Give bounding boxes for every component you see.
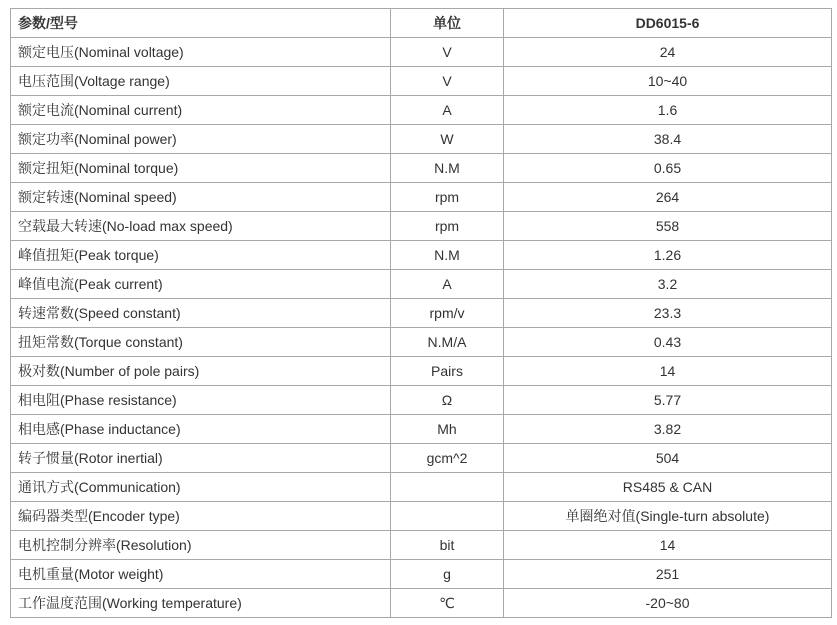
header-param: 参数/型号	[11, 9, 391, 38]
table-row	[11, 154, 832, 183]
param-cell: 扭矩常数(Torque constant)	[11, 328, 391, 357]
unit-cell: rpm	[391, 183, 504, 212]
table-row	[11, 96, 832, 125]
param-cell: 空载最大转速(No-load max speed)	[11, 212, 391, 241]
value-cell: 14	[504, 531, 832, 560]
unit-cell: bit	[391, 531, 504, 560]
param-cell: 转速常数(Speed constant)	[11, 299, 391, 328]
value-cell: 264	[504, 183, 832, 212]
unit-cell: V	[391, 67, 504, 96]
table-row	[11, 241, 832, 270]
unit-cell: A	[391, 270, 504, 299]
table-row	[11, 531, 832, 560]
unit-cell: W	[391, 125, 504, 154]
unit-cell	[391, 502, 504, 531]
param-cell: 转子惯量(Rotor inertial)	[11, 444, 391, 473]
param-cell: 峰值扭矩(Peak torque)	[11, 241, 391, 270]
header-unit: 单位	[391, 9, 504, 38]
table-row	[11, 502, 832, 531]
value-cell: 23.3	[504, 299, 832, 328]
table-row	[11, 212, 832, 241]
table-row	[11, 183, 832, 212]
table-header-row	[11, 9, 832, 38]
table-row	[11, 270, 832, 299]
table-row	[11, 473, 832, 502]
param-cell: 额定电压(Nominal voltage)	[11, 38, 391, 67]
table-row	[11, 67, 832, 96]
unit-cell: Ω	[391, 386, 504, 415]
param-cell: 电压范围(Voltage range)	[11, 67, 391, 96]
unit-cell: gcm^2	[391, 444, 504, 473]
unit-cell: A	[391, 96, 504, 125]
param-cell: 编码器类型(Encoder type)	[11, 502, 391, 531]
value-cell: 5.77	[504, 386, 832, 415]
value-cell: 504	[504, 444, 832, 473]
value-cell: 0.65	[504, 154, 832, 183]
param-cell: 额定扭矩(Nominal torque)	[11, 154, 391, 183]
table-row	[11, 560, 832, 589]
unit-cell: N.M	[391, 154, 504, 183]
value-cell: 3.2	[504, 270, 832, 299]
value-cell: 558	[504, 212, 832, 241]
unit-cell: ℃	[391, 589, 504, 618]
value-cell: 1.6	[504, 96, 832, 125]
table-row	[11, 38, 832, 67]
table-row	[11, 125, 832, 154]
unit-cell: rpm/v	[391, 299, 504, 328]
table-body	[11, 38, 832, 618]
table-row	[11, 589, 832, 618]
value-cell: 3.82	[504, 415, 832, 444]
spec-table	[10, 8, 832, 618]
value-cell: 14	[504, 357, 832, 386]
table-row	[11, 328, 832, 357]
value-cell: 38.4	[504, 125, 832, 154]
unit-cell	[391, 473, 504, 502]
param-cell: 峰值电流(Peak current)	[11, 270, 391, 299]
table-row	[11, 444, 832, 473]
unit-cell: N.M	[391, 241, 504, 270]
table-row	[11, 357, 832, 386]
param-cell: 电机控制分辨率(Resolution)	[11, 531, 391, 560]
param-cell: 极对数(Number of pole pairs)	[11, 357, 391, 386]
table-row	[11, 299, 832, 328]
param-cell: 工作温度范围(Working temperature)	[11, 589, 391, 618]
param-cell: 额定转速(Nominal speed)	[11, 183, 391, 212]
param-cell: 相电阻(Phase resistance)	[11, 386, 391, 415]
unit-cell: N.M/A	[391, 328, 504, 357]
table-row	[11, 386, 832, 415]
param-cell: 额定功率(Nominal power)	[11, 125, 391, 154]
unit-cell: Mh	[391, 415, 504, 444]
value-cell: 1.26	[504, 241, 832, 270]
unit-cell: g	[391, 560, 504, 589]
value-cell: 单圈绝对值(Single-turn absolute)	[504, 502, 832, 531]
unit-cell: V	[391, 38, 504, 67]
unit-cell: rpm	[391, 212, 504, 241]
value-cell: 251	[504, 560, 832, 589]
value-cell: -20~80	[504, 589, 832, 618]
value-cell: 10~40	[504, 67, 832, 96]
param-cell: 通讯方式(Communication)	[11, 473, 391, 502]
unit-cell: Pairs	[391, 357, 504, 386]
header-model: DD6015-6	[504, 9, 832, 38]
param-cell: 额定电流(Nominal current)	[11, 96, 391, 125]
value-cell: 0.43	[504, 328, 832, 357]
param-cell: 相电感(Phase inductance)	[11, 415, 391, 444]
value-cell: 24	[504, 38, 832, 67]
table-row	[11, 415, 832, 444]
param-cell: 电机重量(Motor weight)	[11, 560, 391, 589]
value-cell: RS485 & CAN	[504, 473, 832, 502]
